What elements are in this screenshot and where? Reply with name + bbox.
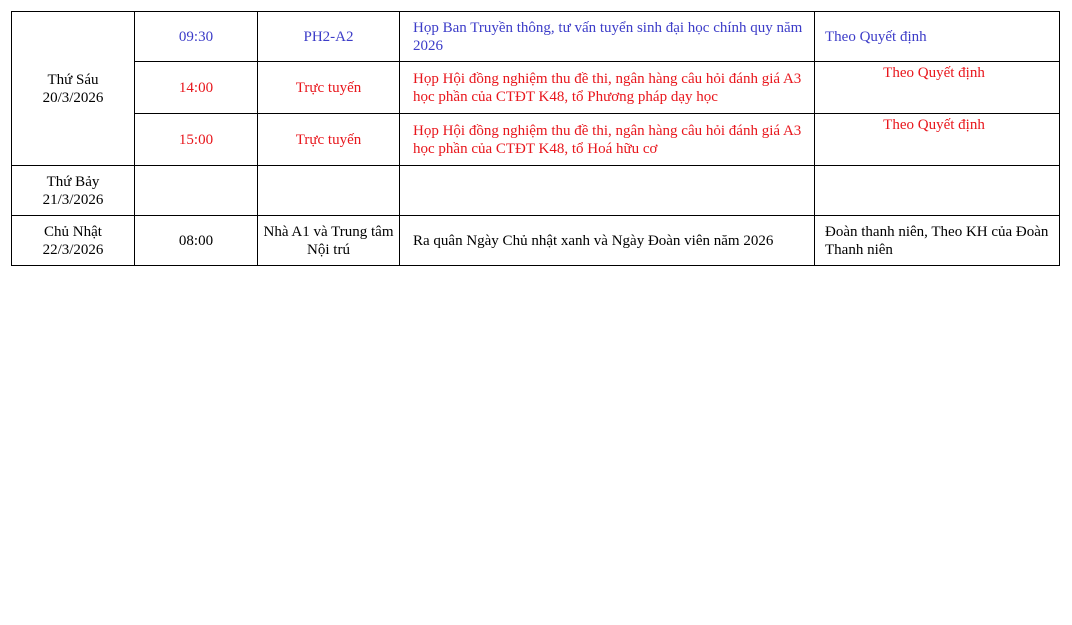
table-row	[12, 12, 1060, 62]
day-name: Chủ Nhật	[44, 223, 102, 240]
place-cell: PH2-A2	[258, 12, 400, 62]
content-cell	[400, 166, 815, 216]
day-date: 21/3/2026	[42, 191, 104, 208]
content-cell: Họp Hội đồng nghiệm thu đề thi, ngân hàng câu hỏi đánh giá A3 học phần của CTĐT K48, tổ Hoá hữu cơ	[400, 114, 815, 166]
time-cell: 14:00	[135, 62, 258, 114]
place-cell	[258, 216, 400, 266]
table-row	[12, 216, 1060, 266]
responsible-cell: Theo Quyết định	[815, 12, 1060, 62]
place-cell: Trực tuyến	[258, 62, 400, 114]
time-cell: 09:30	[135, 12, 258, 62]
day-cell	[12, 216, 135, 266]
place-cell: Trực tuyến	[258, 114, 400, 166]
table-row	[12, 62, 1060, 114]
time-cell: 08:00	[135, 216, 258, 266]
day-cell	[12, 12, 135, 166]
table-row	[12, 114, 1060, 166]
responsible-cell: Theo Quyết định	[815, 62, 1060, 114]
table-row	[12, 166, 1060, 216]
place-line: Nội trú	[307, 241, 350, 258]
responsible-cell	[815, 166, 1060, 216]
responsible-cell: Theo Quyết định	[815, 114, 1060, 166]
schedule-table	[11, 11, 1060, 266]
content-cell: Ra quân Ngày Chủ nhật xanh và Ngày Đoàn viên năm 2026	[400, 216, 815, 266]
time-cell: 15:00	[135, 114, 258, 166]
content-cell: Họp Hội đồng nghiệm thu đề thi, ngân hàng câu hỏi đánh giá A3 học phần của CTĐT K48, tổ Phương pháp dạy học	[400, 62, 815, 114]
content-cell: Họp Ban Truyền thông, tư vấn tuyển sinh đại học chính quy năm 2026	[400, 12, 815, 62]
day-cell	[12, 166, 135, 216]
day-name: Thứ Sáu	[47, 71, 99, 88]
time-cell	[135, 166, 258, 216]
place-line: Nhà A1 và Trung tâm	[263, 223, 394, 240]
responsible-cell: Đoàn thanh niên, Theo KH của Đoàn Thanh niên	[815, 216, 1060, 266]
day-date: 20/3/2026	[42, 89, 104, 106]
day-name: Thứ Bảy	[46, 173, 100, 190]
place-cell	[258, 166, 400, 216]
day-date: 22/3/2026	[42, 241, 104, 258]
